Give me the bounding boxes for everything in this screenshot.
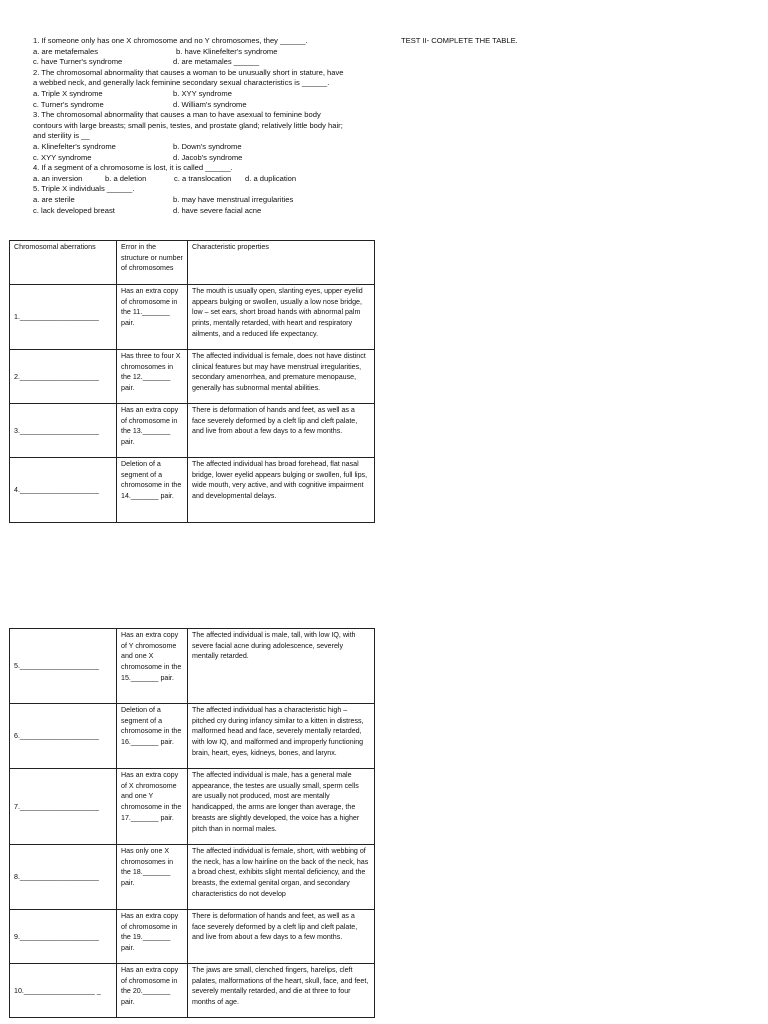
option: d. are metamales ______ [173,57,260,67]
question-1-options-row1 [33,47,378,58]
table-row [10,910,375,964]
question-3-options-row1 [33,142,378,153]
question-5-options-row1 [33,195,378,206]
question-3: 3. The chromosomal abnormality that causes a man to have asexual to feminine body [33,110,321,120]
question-5: 5. Triple X individuals ______. [33,184,135,194]
error-cell: Has an extra copy of Y chromosome and one X chromosome in the 15._______ pair. [117,629,188,704]
table-row [10,404,375,458]
properties-cell: The jaws are small, clenched fingers, harelips, cleft palates, malformations of the heart, skull, face, and feet, severely mentally retarded, and die at three to four months of age. [188,964,375,1018]
table-row [10,964,375,1018]
header-aberrations: Chromosomal aberrations [10,241,117,285]
question-3-cont: contours with large breasts; small penis, testes, and prostate gland; relatively little body hair; [33,120,343,130]
question-2-cont: a webbed neck, and generally lack feminine secondary sexual characteristics is ______. [33,78,330,88]
table-row [10,629,375,704]
option: c. a translocation [174,173,232,183]
question-2-options-row1 [33,89,378,100]
table-row [10,845,375,910]
option: b. may have menstrual irregularities [173,194,294,204]
header-error: Error in the structure or number of chromosomes [117,241,188,285]
error-cell: Deletion of a segment of a chromosome in the 14._______ pair. [117,458,188,523]
error-cell: Has an extra copy of chromosome in the 20._______ pair. [117,964,188,1018]
answer-blank[interactable]: 3.____________________ [10,404,117,458]
error-cell: Has an extra copy of chromosome in the 19._______ pair. [117,910,188,964]
error-cell: Deletion of a segment of a chromosome in the 16._______ pair. [117,704,188,769]
option: a. are metafemales [33,46,98,56]
option: b. XYY syndrome [173,88,232,98]
question-2-options-row2 [33,100,378,111]
option: b. a deletion [105,173,147,183]
answer-blank[interactable]: 5.____________________ [10,629,117,704]
option: b. Down's syndrome [173,141,242,151]
option: a. Triple X syndrome [33,88,103,98]
question-5-options-row2 [33,206,378,217]
error-cell: Has an extra copy of X chromosome and one Y chromosome in the 17._______ pair. [117,769,188,845]
table-row [10,458,375,523]
properties-cell: There is deformation of hands and feet, as well as a face severely deformed by a cleft lip and cleft palate, and live from about a few days to a few months. [188,910,375,964]
question-4-options [33,174,378,185]
option: c. XYY syndrome [33,152,92,162]
question-4: 4. If a segment of a chromosome is lost, it is called ______. [33,163,233,173]
answer-blank[interactable]: 4.____________________ [10,458,117,523]
table-row [10,285,375,350]
answer-blank[interactable]: 10.__________________ _ [10,964,117,1018]
table-row [10,769,375,845]
properties-cell: The affected individual is female, short, with webbing of the neck, has a low hairline on the back of the neck, has a broad chest, exhibits slight mental deficiency, and the breasts, the external genital organ, and secondary characteristics do not develop [188,845,375,910]
answer-blank[interactable]: 2.____________________ [10,350,117,404]
chromosome-table-part-2 [9,628,375,1018]
multiple-choice-section [33,36,378,216]
error-cell: Has an extra copy of chromosome in the 11._______ pair. [117,285,188,350]
properties-cell: There is deformation of hands and feet, as well as a face severely deformed by a cleft lip and cleft palate, and live from about a few days to a few months. [188,404,375,458]
option: d. have severe facial acne [173,205,262,215]
option: d. William's syndrome [173,99,247,109]
option: b. have Klinefelter's syndrome [176,46,278,56]
question-1-options-row2 [33,57,378,68]
question-3-cont: and sterility is __ [33,131,90,141]
option: a. are sterile [33,194,75,204]
properties-cell: The mouth is usually open, slanting eyes, upper eyelid appears bulging or swollen, usually a low nose bridge, low – set ears, short broad hands with abnormal palm prints, mentally retarded, with heart and respiratory ailments, and a reduced life expectancy. [188,285,375,350]
answer-blank[interactable]: 6.____________________ [10,704,117,769]
option: c. lack developed breast [33,205,115,215]
properties-cell: The affected individual is male, tall, with low IQ, with severe facial acne during adolescence, severely mentally retarded. [188,629,375,704]
answer-blank[interactable]: 9.____________________ [10,910,117,964]
properties-cell: The affected individual is male, has a general male appearance, the testes are usually small, sperm cells are usually not produced, most are mentally handicapped, the arms are longer than average, the breasts are slightly developed, the voice has a higher pitch than in normal males. [188,769,375,845]
error-cell: Has three to four X chromosomes in the 12._______ pair. [117,350,188,404]
test-2-title: TEST II- COMPLETE THE TABLE. [401,36,518,45]
properties-cell: The affected individual has a characteristic high – pitched cry during infancy similar to a kitten in distress, malformed head and face, severely mentally retarded, with low IQ, and malformed and improperly functioning brain, heart, eyes, kidneys, bones, and larynx. [188,704,375,769]
table-header-row [10,241,375,285]
chromosome-table-part-1 [9,240,375,523]
option: a. an inversion [33,173,83,183]
error-cell: Has only one X chromosomes in the 18._______ pair. [117,845,188,910]
properties-cell: The affected individual has broad forehead, flat nasal bridge, lower eyelid appears bulging or swollen, full lips, wide mouth, very active, and with cognitive impairment and developmental delays. [188,458,375,523]
table-row [10,350,375,404]
header-properties: Characteristic properties [188,241,375,285]
option: d. Jacob's syndrome [173,152,243,162]
option: d. a duplication [245,173,297,183]
question-3-options-row2 [33,153,378,164]
properties-cell: The affected individual is female, does not have distinct clinical features but may have menstrual irregularities, secondary amenorrhea, and premature menopause, generally has subnormal mental abilities. [188,350,375,404]
question-2: 2. The chromosomal abnormality that causes a woman to be unusually short in stature, have [33,67,344,77]
table-row [10,704,375,769]
option: c. Turner's syndrome [33,99,104,109]
answer-blank[interactable]: 8.____________________ [10,845,117,910]
option: a. Klinefelter's syndrome [33,141,116,151]
answer-blank[interactable]: 1.____________________ [10,285,117,350]
error-cell: Has an extra copy of chromosome in the 13._______ pair. [117,404,188,458]
question-1: 1. If someone only has one X chromosome and no Y chromosomes, they ______. [33,36,308,45]
option: c. have Turner's syndrome [33,57,123,67]
answer-blank[interactable]: 7.____________________ [10,769,117,845]
